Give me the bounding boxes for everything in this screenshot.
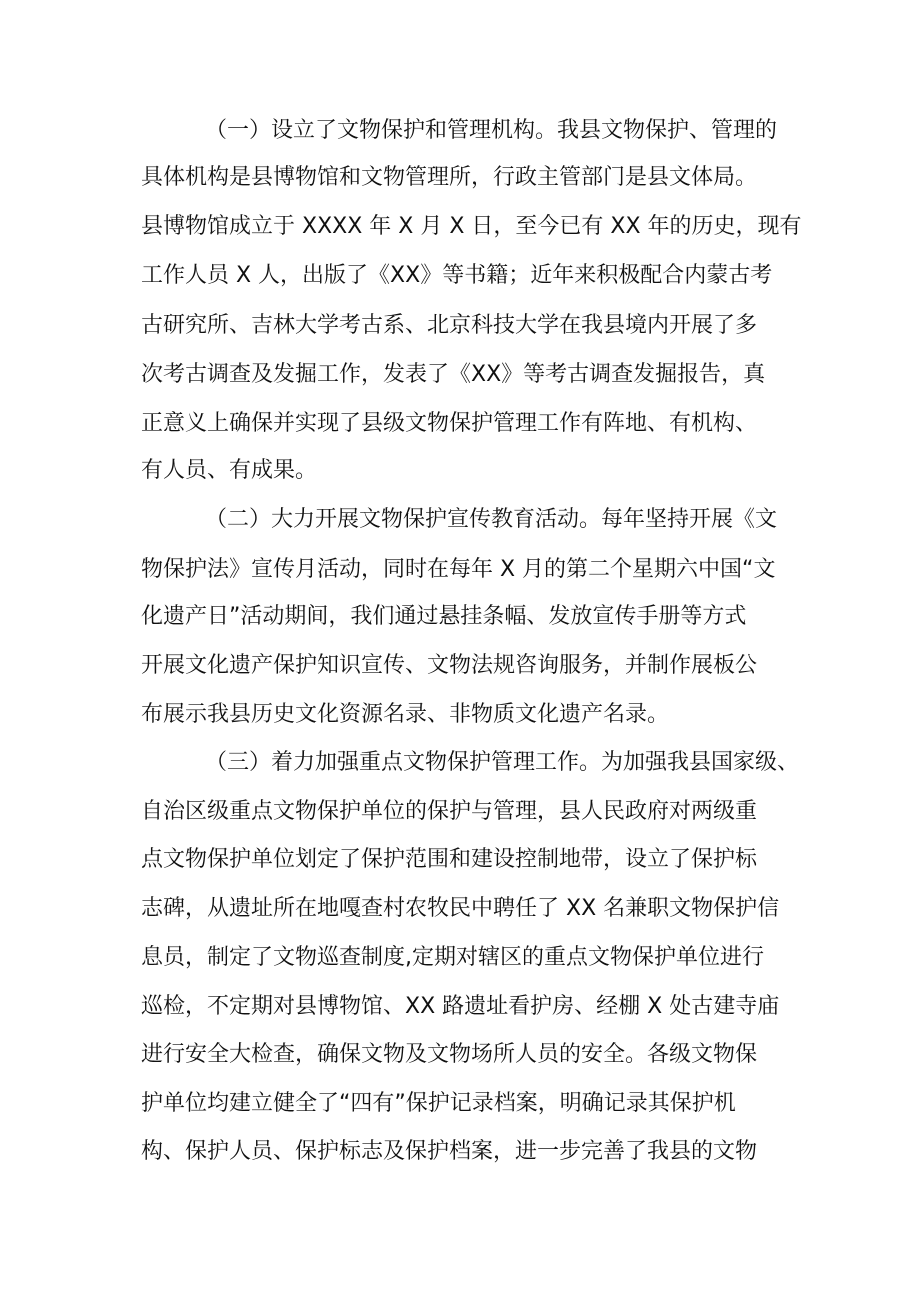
paragraph-line: 正意义上确保并实现了县级文物保护管理工作有阵地、有机构、 — [141, 411, 758, 436]
paragraph-line: 物保护法》宣传月活动，同时在每年 X 月的第二个星期六中国“文 — [141, 557, 776, 582]
paragraph-line: 化遗产日”活动期间，我们通过悬挂条幅、发放宣传手册等方式 — [141, 604, 747, 629]
paragraph-line: 古研究所、吉林大学考古系、北京科技大学在我县境内开展了多 — [141, 313, 758, 338]
paragraph-line: 构、保护人员、保护标志及保护档案，进一步完善了我县的文物 — [141, 1139, 758, 1164]
paragraph-line: 布展示我县历史文化资源名录、非物质文化遗产名录。 — [141, 702, 670, 727]
paragraph-line: 巡检，不定期对县博物馆、XX 路遗址看护房、经棚 X 处古建寺庙 — [141, 994, 780, 1019]
paragraph-line: 有人员、有成果。 — [141, 458, 318, 483]
paragraph-line: （二）大力开展文物保护宣传教育活动。每年坚持开展《文 — [205, 507, 778, 532]
paragraph-line: 护单位均建立健全了“四有”保护记录档案，明确记录其保护机 — [141, 1091, 736, 1116]
paragraph-line: 工作人员 X 人，出版了《XX》等书籍；近年来积极配合内蒙古考 — [141, 263, 773, 288]
paragraph-line: 志碑，从遗址所在地嘎查村农牧民中聘任了 XX 名兼职文物保护信 — [141, 896, 780, 921]
paragraph-line: 具体机构是县博物馆和文物管理所，行政主管部门是县文体局。 — [141, 165, 758, 190]
paragraph-line: 县博物馆成立于 XXXX 年 X 月 X 日，至今已有 XX 年的历史，现有 — [141, 214, 802, 239]
paragraph-line: 次考古调查及发掘工作，发表了《XX》等考古调查发掘报告，真 — [141, 362, 766, 387]
paragraph-line: （三）着力加强重点文物保护管理工作。为加强我县国家级、 — [205, 750, 800, 775]
paragraph-line: 进行安全大检查，确保文物及文物场所人员的安全。各级文物保 — [141, 1042, 758, 1067]
paragraph-line: 点文物保护单位划定了保护范围和建设控制地带，设立了保护标 — [141, 847, 758, 872]
paragraph-line: （一）设立了文物保护和管理机构。我县文物保护、管理的 — [205, 118, 778, 143]
paragraph-line: 息员，制定了文物巡查制度,定期对辖区的重点文物保护单位进行 — [141, 945, 764, 970]
paragraph-line: 开展文化遗产保护知识宣传、文物法规咨询服务，并制作展板公 — [141, 653, 758, 678]
paragraph-line: 自治区级重点文物保护单位的保护与管理，县人民政府对两级重 — [141, 799, 758, 824]
